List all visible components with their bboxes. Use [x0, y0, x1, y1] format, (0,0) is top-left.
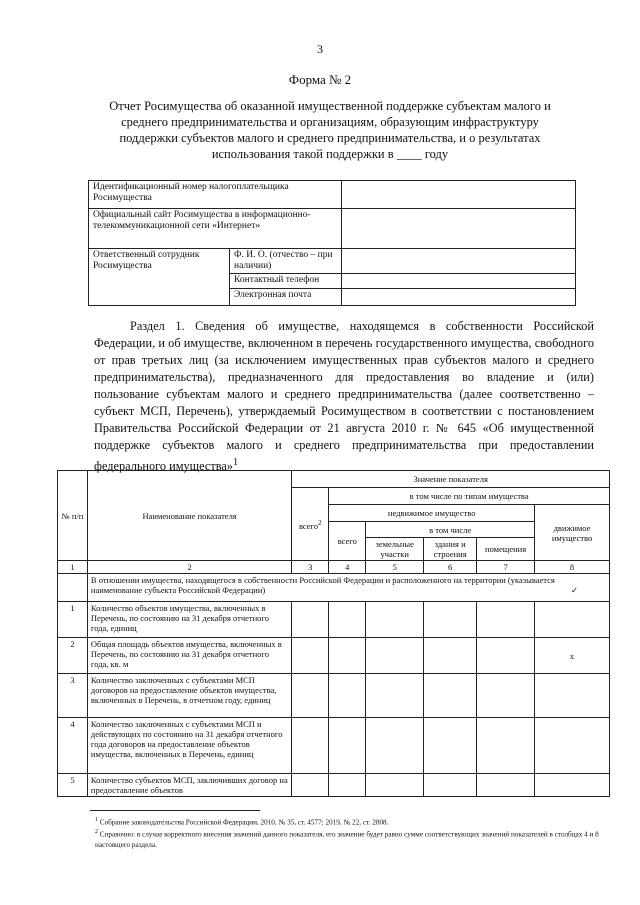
header-name: Наименование показателя [87, 471, 291, 561]
row-movable [535, 774, 610, 797]
cell [477, 638, 535, 674]
cell [366, 718, 424, 774]
region-num-cell [58, 574, 88, 602]
cell [477, 718, 535, 774]
col-num-5: 5 [366, 561, 424, 574]
row-name: Количество заключенных с субъектами МСП и действующих по состоянию на 31 декабря отчетного года договоров на предоставление объектов имущества, включенных в Перечень, единиц [87, 718, 291, 774]
table-row [58, 602, 610, 638]
cell [292, 674, 329, 718]
footnote-ref-2: 2 [318, 518, 322, 527]
header-num: № п/п [58, 471, 88, 561]
row-name: Количество заключенных с субъектами МСП договоров на предоставление объектов имущества, включенных в Перечень, в отчетном году, единиц [87, 674, 291, 718]
col-num-2: 2 [87, 561, 291, 574]
info-table [88, 180, 576, 306]
report-title: Отчет Росимущества об оказанной имущественной поддержке субъектам малого и среднего предпринимательства и организациям, образующим инфраструктуру поддержки субъектов малого и среднего предпринимательства, и о результатах использования такой поддержки в ____ году [109, 99, 551, 161]
footnote-1 [95, 815, 600, 827]
fio-label: Ф. И. О. (отчество – при наличии) [230, 249, 342, 274]
cell [329, 674, 366, 718]
email-value [342, 289, 576, 306]
row-num: 3 [58, 674, 88, 718]
phone-value [342, 274, 576, 289]
row-movable: х [535, 638, 610, 674]
cell [424, 774, 477, 797]
site-value [342, 209, 576, 249]
cell [477, 602, 535, 638]
cell [477, 774, 535, 797]
cell [329, 718, 366, 774]
inn-label: Идентификационный номер налогоплательщика Росимущества [89, 181, 342, 209]
cell [366, 638, 424, 674]
inn-value [342, 181, 576, 209]
cell [424, 718, 477, 774]
cell [424, 638, 477, 674]
fio-value [342, 249, 576, 274]
header-immovable: недвижимое имущество [329, 505, 535, 522]
table-row [58, 718, 610, 774]
cell [292, 638, 329, 674]
row-movable [535, 674, 610, 718]
cell [329, 774, 366, 797]
cell [292, 774, 329, 797]
cell [424, 674, 477, 718]
header-land: земельные участки [366, 538, 424, 561]
cell [366, 602, 424, 638]
col-num-8: 8 [535, 561, 610, 574]
section-1-text [94, 318, 594, 475]
header-premises: помещения [477, 538, 535, 561]
indicators-table [57, 470, 610, 797]
footnote-divider [90, 810, 260, 811]
email-label: Электронная почта [230, 289, 342, 306]
footnote-2 [95, 827, 600, 849]
region-row [87, 574, 609, 602]
row-num: 4 [58, 718, 88, 774]
row-num: 5 [58, 774, 88, 797]
row-movable [535, 602, 610, 638]
row-num: 2 [58, 638, 88, 674]
header-including: в том числе [366, 522, 535, 538]
header-movable: движимое имущество [535, 505, 610, 561]
employee-label: Ответственный сотрудник Росимущества [89, 249, 230, 306]
row-movable [535, 718, 610, 774]
footnote-text: Собрание законодательства Российской Федерации, 2010, № 35, ст. 4577; 2019, № 22, ст. 2808. [99, 818, 389, 827]
col-num-3: 3 [292, 561, 329, 574]
col-num-6: 6 [424, 561, 477, 574]
site-label: Официальный сайт Росимущества в информационно-телекоммуникационной сети «Интернет» [89, 209, 342, 249]
cell [366, 774, 424, 797]
footnote-text: Справочно: в случае корректного внесения значений данного показателя, его значение будет равно сумме соответствующих значений показателей в столбцах 4 и 8 настоящего раздела. [95, 830, 599, 849]
region-row-text: В отношении имущества, находящегося в собственности Российской Федерации и расположенного на территории (указывается наименование субъекта Российской Федерации) [90, 575, 555, 595]
col-num-7: 7 [477, 561, 535, 574]
page-number: 3 [317, 42, 323, 56]
row-name: Количество субъектов МСП, заключивших договор на предоставление объектов [87, 774, 291, 797]
table-row [58, 638, 610, 674]
cell [424, 602, 477, 638]
form-title: Форма № 2 [288, 72, 352, 87]
table-row [58, 674, 610, 718]
header-value: Значение показателя [292, 471, 610, 488]
cell [292, 602, 329, 638]
section-1-paragraph: Раздел 1. Сведения об имуществе, находящемся в собственности Российской Федерации, и об имуществе, включенном в перечень государственного имущества, свободного от прав третьих лиц (за исключением имущественных прав субъектов малого и среднего предпринимательства), предназначенного для предоставления во владение и (или) пользование субъектам малого и среднего предпринимательства (далее соответственно – субъект МСП, Перечень), утверждаемый Росимуществом в соответствии с постановлением Правительства Российской Федерации от 21 августа 2010 г. № 645 «Об имущественной поддержке субъектов малого и среднего предпринимательства при предоставлении федерального имущества» [94, 319, 594, 474]
phone-label: Контактный телефон [230, 274, 342, 289]
col-num-1: 1 [58, 561, 88, 574]
footnote-mark: 1 [95, 817, 98, 823]
row-name: Количество объектов имущества, включенных в Перечень, по состоянию на 31 декабря отчетного года, единиц [87, 602, 291, 638]
header-by-type: в том числе по типам имущества [329, 488, 610, 505]
header-immovable-total: всего [329, 522, 366, 561]
cell [477, 674, 535, 718]
cell [292, 718, 329, 774]
footnotes [95, 815, 600, 850]
cell [366, 674, 424, 718]
cell [329, 638, 366, 674]
row-num: 1 [58, 602, 88, 638]
cell [329, 602, 366, 638]
check-mark-icon: ✓ [570, 585, 578, 595]
header-total-label: всего [298, 520, 319, 531]
header-buildings: здания и строения [424, 538, 477, 561]
header-total [292, 488, 329, 561]
footnote-mark: 2 [95, 829, 98, 836]
footnote-ref-1: 1 [232, 457, 239, 468]
table-row [58, 774, 610, 797]
col-num-4: 4 [329, 561, 366, 574]
row-name: Общая площадь объектов имущества, включенных в Перечень, по состоянию на 31 декабря отчетного года, кв. м [87, 638, 291, 674]
